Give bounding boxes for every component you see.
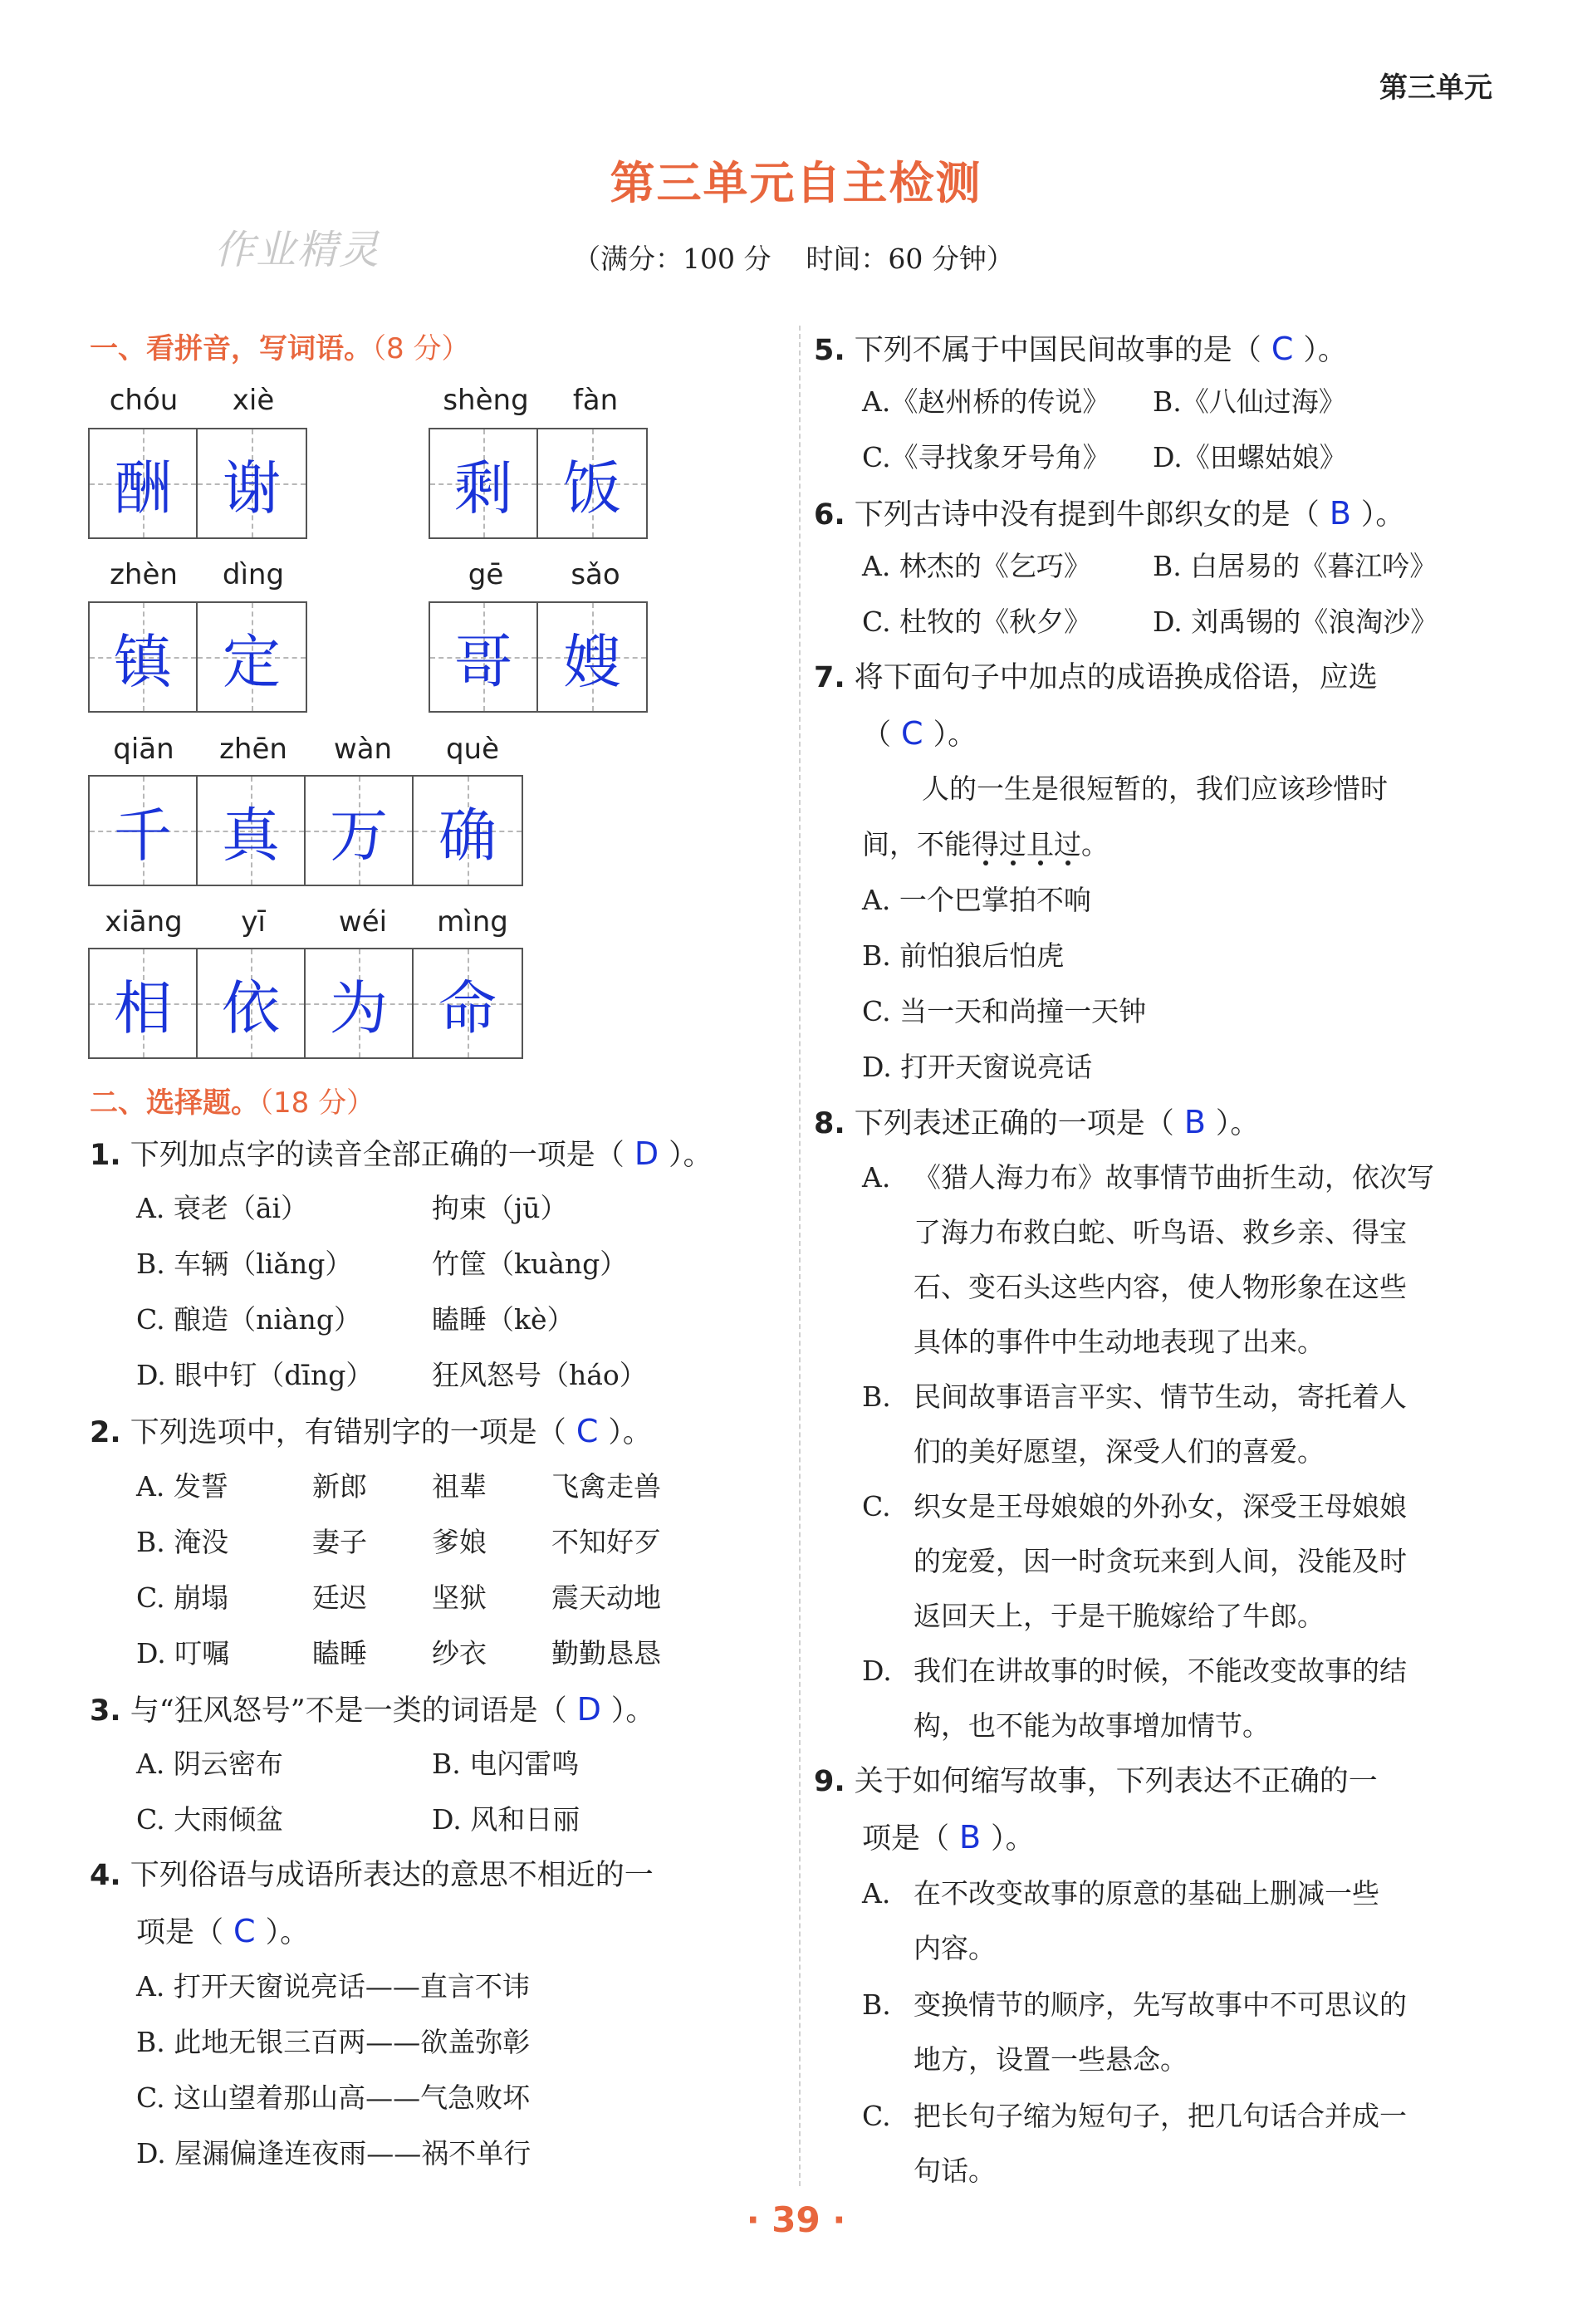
question-number: 8. bbox=[814, 1107, 845, 1140]
question-stem: 下列俗语与成语所表达的意思不相近的一 bbox=[130, 1859, 654, 1892]
question-stem-end: ）。 bbox=[933, 718, 977, 752]
option-word: 妻子 bbox=[312, 1526, 367, 1558]
option[interactable] bbox=[136, 1962, 530, 2012]
option-text: 电闪雷鸣 bbox=[469, 1748, 580, 1780]
option-label[interactable]: A. bbox=[862, 1161, 891, 1194]
pinyin: dìng bbox=[222, 558, 285, 591]
answer-choice[interactable]: C bbox=[1271, 331, 1294, 367]
answer-choice[interactable]: C bbox=[576, 1413, 599, 1449]
option-label[interactable]: B. bbox=[862, 1988, 891, 2021]
question-number: 3. bbox=[90, 1694, 121, 1728]
pinyin: gē bbox=[468, 558, 504, 591]
question-stem: 下列不属于中国民间故事的是（ bbox=[854, 334, 1261, 367]
option-word: 勤勤恳恳 bbox=[551, 1637, 661, 1669]
option-word: 爹娘 bbox=[432, 1526, 487, 1558]
pinyin: yī bbox=[241, 905, 266, 939]
option-label: B. bbox=[136, 2026, 165, 2058]
option-text: 当一天和尚撞一天钟 bbox=[899, 995, 1147, 1027]
unit-label: 第三单元 bbox=[1379, 71, 1492, 105]
option-label: B. bbox=[1153, 385, 1182, 418]
grid-cell[interactable] bbox=[538, 429, 646, 537]
answer-char: 定 bbox=[223, 627, 281, 696]
option-label: C. bbox=[136, 2081, 165, 2114]
option-line: 构，也不能为故事增加情节。 bbox=[914, 1709, 1270, 1742]
question-stem: 下列选项中，有错别字的一项是（ bbox=[130, 1416, 566, 1449]
option-line: 们的美好愿望，深受人们的喜爱。 bbox=[914, 1435, 1325, 1468]
question-stem: （ bbox=[862, 718, 892, 752]
passage-line: 人的一生是很短暂的，我们应该珍惜时 bbox=[922, 772, 1388, 805]
question-number: 6. bbox=[814, 498, 845, 532]
option-label: C. bbox=[862, 441, 891, 473]
section2-title-text: 二、选择题。 bbox=[90, 1086, 259, 1120]
option-line: 织女是王母娘娘的外孙女，深受王母娘娘 bbox=[914, 1490, 1407, 1522]
option-line: 具体的事件中生动地表现了出来。 bbox=[914, 1326, 1325, 1358]
option[interactable] bbox=[136, 1629, 229, 1679]
option-label: A. bbox=[136, 1748, 165, 1780]
option-line: 了海力布救白蛇、听鸟语、救乡亲、得宝 bbox=[914, 1216, 1407, 1248]
answer-choice[interactable]: D bbox=[634, 1135, 659, 1172]
answer-char: 酬 bbox=[114, 454, 172, 522]
question-stem: 下列加点字的读音全部正确的一项是（ bbox=[130, 1139, 625, 1172]
option-label: A. bbox=[862, 385, 891, 418]
section1-points: （8 分） bbox=[372, 332, 470, 365]
page-number: · 39 · bbox=[746, 2199, 846, 2240]
option[interactable] bbox=[862, 875, 1091, 925]
question-5 bbox=[814, 321, 1347, 378]
question-number: 5. bbox=[814, 334, 845, 367]
option-label[interactable]: C. bbox=[862, 1490, 891, 1522]
option[interactable] bbox=[432, 1795, 580, 1845]
answer-char: 真 bbox=[222, 801, 280, 870]
answer-char: 哥 bbox=[454, 627, 512, 696]
pinyin: fàn bbox=[572, 384, 619, 417]
question-9-line2 bbox=[862, 1810, 1035, 1866]
answer-char: 命 bbox=[438, 973, 497, 1042]
option-line: 《猎人海力布》故事情节曲折生动，依次写 bbox=[914, 1161, 1434, 1194]
question-number: 9. bbox=[814, 1765, 845, 1798]
option[interactable] bbox=[862, 987, 1146, 1037]
section2-points: （18 分） bbox=[259, 1086, 375, 1120]
question-7-line2 bbox=[862, 706, 977, 762]
answer-char: 剩 bbox=[454, 454, 512, 522]
option-text: 《寻找象牙号角》 bbox=[890, 441, 1110, 473]
option-label: A. bbox=[136, 1970, 165, 2003]
option-text: 此地无银三百两——欲盖弥彰 bbox=[174, 2026, 531, 2058]
option-line: 内容。 bbox=[914, 1932, 996, 1964]
option-label: B. bbox=[136, 1526, 165, 1558]
option-label: B. bbox=[862, 939, 891, 972]
option-text: 屋漏偏逢连夜雨——祸不单行 bbox=[174, 2137, 531, 2170]
option-word: 纱衣 bbox=[432, 1637, 487, 1669]
answer-char: 相 bbox=[114, 973, 172, 1042]
option-word: 不知好歹 bbox=[551, 1526, 661, 1558]
question-stem: 下列表述正确的一项是（ bbox=[854, 1107, 1174, 1140]
grid-cell[interactable] bbox=[198, 949, 306, 1057]
pinyin: xiāng bbox=[105, 905, 183, 939]
option-label: A. bbox=[136, 1470, 165, 1503]
question-number: 2. bbox=[90, 1416, 121, 1449]
pinyin: què bbox=[445, 733, 500, 766]
option-word: 发誓 bbox=[173, 1470, 228, 1503]
option-word: 淹没 bbox=[174, 1526, 229, 1558]
option[interactable] bbox=[1153, 597, 1438, 647]
answer-char: 嫂 bbox=[563, 627, 621, 696]
question-9 bbox=[814, 1754, 1378, 1809]
option-text: 瞌睡（kè） bbox=[432, 1303, 575, 1336]
question-2 bbox=[90, 1404, 652, 1460]
grid-cell[interactable] bbox=[414, 949, 522, 1057]
question-4-line2 bbox=[136, 1904, 309, 1960]
option-text: 大雨倾盆 bbox=[174, 1803, 284, 1836]
option-label: D. bbox=[136, 2137, 166, 2170]
pinyin: chóu bbox=[109, 384, 179, 417]
option-text: 前怕狼后怕虎 bbox=[899, 939, 1065, 972]
grid-cell[interactable] bbox=[198, 603, 306, 711]
pinyin: sǎo bbox=[571, 558, 620, 591]
question-number: 4. bbox=[90, 1859, 121, 1892]
question-stem-end: ）。 bbox=[610, 1694, 655, 1728]
pinyin: qiān bbox=[113, 733, 174, 766]
option-text: 眼中钉（dīng） bbox=[174, 1359, 374, 1391]
page-title: 第三单元自主检测 bbox=[610, 157, 982, 209]
option-word: 震天动地 bbox=[551, 1581, 661, 1614]
option-word: 坚狱 bbox=[432, 1581, 487, 1614]
option-text: 风和日丽 bbox=[470, 1803, 580, 1836]
grid-cell[interactable] bbox=[198, 429, 306, 537]
grid-cell[interactable] bbox=[430, 603, 538, 711]
option[interactable] bbox=[1153, 433, 1347, 483]
option-line: 民间故事语言平实、情节生动，寄托着人 bbox=[914, 1380, 1407, 1413]
answer-choice[interactable]: D bbox=[576, 1691, 601, 1728]
option-word: 祖辈 bbox=[432, 1470, 487, 1503]
option-text: 打开天窗说亮话——直言不讳 bbox=[173, 1970, 530, 2003]
option-label[interactable]: A. bbox=[862, 1877, 891, 1910]
question-stem: 项是（ bbox=[862, 1822, 950, 1856]
option-line: 我们在讲故事的时候，不能改变故事的结 bbox=[914, 1655, 1407, 1687]
option-text: 阴云密布 bbox=[173, 1748, 283, 1780]
answer-choice[interactable]: B bbox=[959, 1819, 982, 1856]
option-text: 衰老（āi） bbox=[173, 1192, 309, 1224]
option[interactable] bbox=[1153, 377, 1346, 427]
dotted-char: 过 bbox=[1054, 828, 1081, 860]
section2-title bbox=[90, 1080, 375, 1120]
question-8 bbox=[814, 1095, 1259, 1151]
writing-grid bbox=[429, 601, 648, 713]
option[interactable] bbox=[862, 597, 1091, 647]
option[interactable] bbox=[136, 1351, 373, 1400]
answer-choice[interactable]: B bbox=[1329, 495, 1351, 532]
answer-char: 饭 bbox=[563, 454, 621, 522]
option-label: D. bbox=[1153, 441, 1183, 473]
question-number: 1. bbox=[90, 1139, 121, 1172]
question-stem: 项是（ bbox=[136, 1916, 224, 1949]
dotted-char: 得 bbox=[972, 828, 999, 860]
option-label: B. bbox=[432, 1748, 461, 1780]
option[interactable] bbox=[1153, 542, 1437, 591]
option-word: 新郎 bbox=[312, 1470, 367, 1503]
grid-cell[interactable] bbox=[414, 777, 522, 885]
option-label[interactable]: C. bbox=[862, 2100, 891, 2132]
question-stem-end: ）。 bbox=[265, 1916, 310, 1949]
passage-text: 间，不能 bbox=[862, 828, 972, 860]
option[interactable] bbox=[136, 1184, 308, 1233]
dotted-char: 且 bbox=[1026, 828, 1054, 860]
section1-title-text: 一、看拼音，写词语。 bbox=[90, 332, 372, 365]
option-text: 林杰的《乞巧》 bbox=[899, 550, 1091, 582]
option-text: 《八仙过海》 bbox=[1181, 385, 1346, 418]
writing-grid bbox=[88, 775, 523, 886]
question-7 bbox=[814, 650, 1378, 705]
grid-cell[interactable] bbox=[90, 949, 198, 1057]
pinyin: zhèn bbox=[110, 558, 178, 591]
option-line: 石、变石头这些内容，使人物形象在这些 bbox=[914, 1271, 1407, 1303]
grid-cell[interactable] bbox=[538, 603, 646, 711]
question-stem-end: ）。 bbox=[1303, 334, 1347, 367]
option-line: 句话。 bbox=[914, 2155, 996, 2187]
option[interactable] bbox=[136, 1462, 228, 1512]
question-stem: 关于如何缩写故事，下列表达不正确的一 bbox=[854, 1765, 1378, 1798]
question-4 bbox=[90, 1848, 654, 1903]
answer-char: 确 bbox=[438, 801, 497, 870]
option[interactable] bbox=[862, 931, 1064, 981]
question-stem-end: ）。 bbox=[669, 1139, 713, 1172]
grid-cell[interactable] bbox=[430, 429, 538, 537]
pinyin: mìng bbox=[437, 905, 508, 939]
option bbox=[432, 1239, 627, 1289]
option bbox=[432, 1295, 575, 1345]
option[interactable] bbox=[136, 1517, 228, 1567]
grid-cell[interactable] bbox=[90, 429, 198, 537]
answer-choice[interactable]: B bbox=[1183, 1104, 1206, 1140]
option-label: B. bbox=[136, 1248, 165, 1280]
pinyin: shèng bbox=[443, 384, 529, 417]
option-word: 崩塌 bbox=[174, 1581, 229, 1614]
option-label: C. bbox=[862, 995, 891, 1027]
passage-line bbox=[862, 817, 1109, 872]
grid-cell[interactable] bbox=[306, 949, 414, 1057]
option-label: A. bbox=[862, 550, 891, 582]
option-text: 一个巴掌拍不响 bbox=[899, 884, 1091, 916]
question-stem: 将下面句子中加点的成语换成俗语，应选 bbox=[854, 661, 1378, 694]
writing-grid bbox=[88, 601, 307, 713]
option[interactable] bbox=[862, 377, 1110, 427]
question-stem-end: ）。 bbox=[991, 1822, 1035, 1856]
option-text: 杜牧的《秋夕》 bbox=[899, 606, 1092, 638]
pinyin: xiè bbox=[232, 384, 275, 417]
option-text: 打开天窗说亮话 bbox=[900, 1051, 1093, 1083]
option-line: 变换情节的顺序，先写故事中不可思议的 bbox=[914, 1988, 1407, 2021]
writing-grid bbox=[429, 428, 648, 539]
question-1 bbox=[90, 1126, 713, 1183]
option[interactable] bbox=[862, 1042, 1092, 1092]
score-time-info: （满分：100 分 时间：60 分钟） bbox=[573, 243, 1014, 275]
option-label: A. bbox=[136, 1192, 165, 1224]
grid-cell[interactable] bbox=[306, 777, 414, 885]
grid-cell[interactable] bbox=[90, 777, 198, 885]
option-text: 车辆（liǎng） bbox=[174, 1248, 353, 1280]
option bbox=[432, 1351, 647, 1400]
option-text: 酿造（niàng） bbox=[174, 1303, 361, 1336]
option-label[interactable]: B. bbox=[862, 1380, 891, 1413]
question-6 bbox=[814, 486, 1404, 542]
option-word: 廷迟 bbox=[312, 1581, 367, 1614]
option-label: C. bbox=[136, 1581, 165, 1614]
passage-text: 。 bbox=[1081, 828, 1109, 860]
option-label: D. bbox=[136, 1637, 166, 1669]
answer-choice[interactable]: C bbox=[901, 715, 923, 752]
answer-char: 为 bbox=[330, 973, 388, 1042]
question-stem: 与“狂风怒号”不是一类的词语是（ bbox=[130, 1694, 567, 1728]
option-word: 瞌睡 bbox=[312, 1637, 367, 1669]
option-text: 拘束（jū） bbox=[432, 1192, 568, 1224]
option-label: A. bbox=[862, 884, 891, 916]
option-text: 狂风怒号（háo） bbox=[432, 1359, 647, 1391]
option[interactable] bbox=[136, 1739, 283, 1789]
answer-char: 镇 bbox=[114, 627, 172, 696]
option[interactable] bbox=[136, 1239, 352, 1289]
option-line: 在不改变故事的原意的基础上删减一些 bbox=[914, 1877, 1379, 1910]
option-label: C. bbox=[862, 606, 891, 638]
option-label: C. bbox=[136, 1803, 165, 1836]
option-word: 飞禽走兽 bbox=[551, 1470, 661, 1503]
pinyin: wàn bbox=[333, 733, 393, 766]
option[interactable] bbox=[136, 1573, 228, 1623]
writing-grid bbox=[88, 428, 307, 539]
answer-choice[interactable]: C bbox=[233, 1913, 256, 1949]
option-label: D. bbox=[136, 1359, 166, 1391]
option-label: D. bbox=[432, 1803, 462, 1836]
option-label: C. bbox=[136, 1303, 165, 1336]
option[interactable] bbox=[136, 2073, 530, 2123]
pinyin: zhēn bbox=[219, 733, 287, 766]
option-label: D. bbox=[862, 1051, 892, 1083]
option-line: 返回天上，于是干脆嫁给了牛郎。 bbox=[914, 1600, 1325, 1632]
option[interactable] bbox=[862, 433, 1110, 483]
option[interactable] bbox=[432, 1739, 579, 1789]
option[interactable] bbox=[136, 2018, 530, 2067]
column-divider bbox=[799, 326, 801, 2186]
watermark-logo: 作业精灵 bbox=[214, 227, 381, 273]
option-word: 叮嘱 bbox=[174, 1637, 230, 1669]
option[interactable] bbox=[862, 542, 1091, 591]
option-label: B. bbox=[1153, 550, 1182, 582]
question-3 bbox=[90, 1682, 654, 1738]
dotted-char: 过 bbox=[999, 828, 1026, 860]
pinyin: wéi bbox=[338, 905, 388, 939]
option-text: 刘禹锡的《浪淘沙》 bbox=[1191, 606, 1438, 638]
question-stem-end: ）。 bbox=[608, 1416, 652, 1449]
option-label[interactable]: D. bbox=[862, 1655, 892, 1687]
grid-cell[interactable] bbox=[90, 603, 198, 711]
option-text: 竹筐（kuàng） bbox=[432, 1248, 628, 1280]
answer-char: 千 bbox=[114, 801, 172, 870]
option bbox=[432, 1184, 568, 1233]
option-label: D. bbox=[1153, 606, 1183, 638]
option-text: 白居易的《暮江吟》 bbox=[1190, 550, 1438, 582]
section1-title bbox=[90, 326, 469, 366]
question-number: 7. bbox=[814, 661, 845, 694]
option[interactable] bbox=[136, 2129, 531, 2179]
answer-char: 谢 bbox=[223, 454, 281, 522]
writing-grid bbox=[88, 948, 523, 1059]
option-text: 《赵州桥的传说》 bbox=[890, 385, 1110, 418]
question-stem: 下列古诗中没有提到牛郎织女的是（ bbox=[854, 498, 1320, 532]
answer-char: 依 bbox=[222, 973, 280, 1042]
option[interactable] bbox=[136, 1795, 283, 1845]
option-line: 地方，设置一些悬念。 bbox=[914, 2043, 1188, 2076]
question-stem-end: ）。 bbox=[1215, 1107, 1260, 1140]
option-text: 《田螺姑娘》 bbox=[1182, 441, 1347, 473]
option[interactable] bbox=[136, 1295, 361, 1345]
option-line: 的宠爱，因一时贪玩来到人间，没能及时 bbox=[914, 1545, 1407, 1577]
option-text: 这山望着那山高——气急败坏 bbox=[174, 2081, 531, 2114]
question-stem-end: ）。 bbox=[1360, 498, 1405, 532]
answer-char: 万 bbox=[330, 801, 388, 870]
grid-cell[interactable] bbox=[198, 777, 306, 885]
option-line: 把长句子缩为短句子，把几句话合并成一 bbox=[914, 2100, 1407, 2132]
